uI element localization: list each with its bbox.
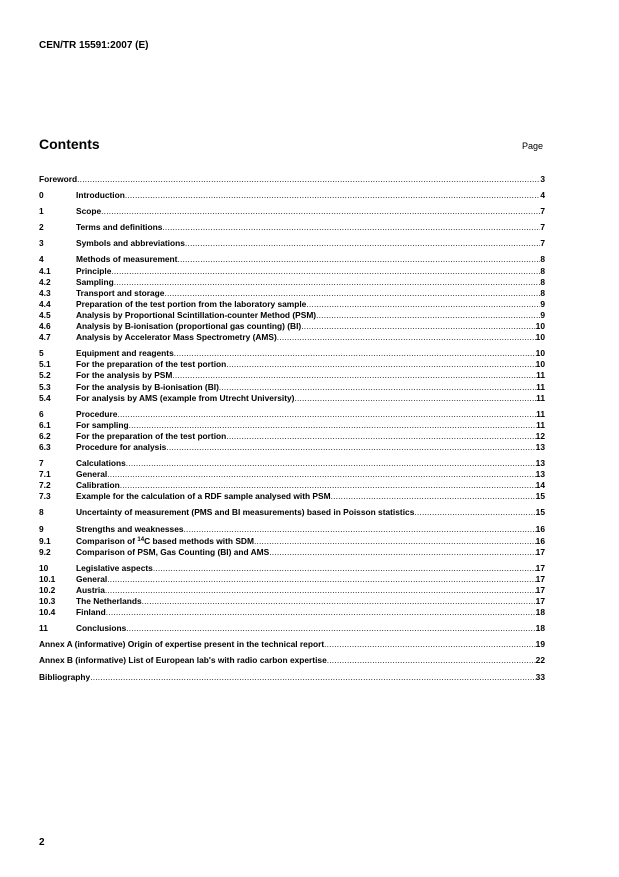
toc-entry-title: Finland [76, 607, 106, 618]
toc-entry-number: 5.1 [39, 359, 51, 370]
toc-entry-number: 5 [39, 348, 44, 359]
toc-entry[interactable] [39, 254, 545, 265]
toc-entry-page: 8 [540, 254, 545, 265]
toc-entry-title: Austria [76, 585, 105, 595]
toc-entry-number: 10.4 [39, 607, 56, 618]
toc-entry-title: Principle [76, 265, 112, 276]
toc-entry[interactable] [39, 655, 545, 666]
toc-entry-page: 11 [536, 392, 545, 403]
dot-leader [105, 585, 536, 596]
toc-entry-page: 10 [535, 348, 545, 359]
toc-entry-number: 7 [39, 458, 44, 469]
toc-entry[interactable] [39, 277, 545, 288]
toc-entry-page: 9 [540, 298, 545, 309]
toc-entry-page: 4 [540, 190, 545, 201]
toc-entry-number: 9 [39, 523, 44, 534]
toc-entry[interactable] [39, 299, 545, 310]
toc-entry-title: Preparation of the test portion from the laboratory sample [76, 298, 307, 309]
toc-entry[interactable] [39, 458, 545, 469]
toc-entry-number: 4.1 [39, 265, 51, 276]
dot-leader [316, 310, 540, 321]
page-number: 2 [39, 837, 45, 848]
toc-entry[interactable] [39, 547, 545, 558]
toc-entry-title: Comparison of $^{14}$C based methods with SDM [76, 535, 254, 546]
toc-entry-page: 7 [540, 206, 545, 217]
toc-entry[interactable] [39, 238, 545, 249]
toc-entry-number: 4.5 [39, 309, 51, 320]
dot-leader [106, 607, 536, 618]
dot-leader [269, 547, 535, 558]
dot-leader [331, 491, 536, 502]
dot-leader [129, 420, 537, 431]
toc-entry-page: 7 [540, 222, 545, 233]
toc-entry-title: For analysis by AMS (example from Utrecht University) [76, 392, 295, 403]
dot-leader [114, 277, 541, 288]
dot-leader [294, 393, 536, 404]
dot-leader [111, 266, 540, 277]
toc-entry-page: 18 [535, 623, 545, 634]
toc-entry[interactable] [39, 206, 545, 217]
toc-entry-page: 10 [535, 332, 545, 343]
toc-entry-number: 2 [39, 222, 44, 233]
toc-entry-title: Bibliography [39, 671, 91, 682]
toc-entry-page: 11 [536, 370, 545, 381]
table-of-contents [39, 174, 545, 683]
dot-leader [301, 321, 535, 332]
dot-leader [166, 442, 535, 453]
toc-entry[interactable] [39, 222, 545, 233]
toc-entry-page: 8 [540, 287, 545, 298]
toc-entry[interactable] [39, 672, 545, 683]
toc-entry[interactable] [39, 442, 545, 453]
toc-entry-title: Foreword [39, 174, 78, 184]
dot-leader [126, 623, 535, 634]
toc-entry-number: 6.2 [39, 430, 51, 441]
dot-leader [324, 639, 536, 650]
toc-entry[interactable] [39, 596, 545, 607]
toc-entry[interactable] [39, 524, 545, 535]
toc-entry[interactable] [39, 574, 545, 585]
toc-entry[interactable] [39, 491, 545, 502]
toc-entry-title: Analysis by Accelerator Mass Spectrometry (AMS) [76, 332, 277, 343]
toc-entry-number: 4.6 [39, 321, 51, 332]
toc-entry-page: 12 [535, 430, 545, 441]
toc-entry-page: 13 [535, 441, 545, 452]
dot-leader [142, 596, 536, 607]
toc-entry-page: 33 [535, 671, 545, 682]
toc-entry-page: 22 [535, 655, 545, 666]
toc-entry-page: 9 [540, 309, 545, 320]
toc-entry-title: General [76, 573, 108, 584]
toc-entry-title: For the analysis by B-ionisation (BI) [76, 381, 219, 392]
toc-entry-title: Calculations [76, 458, 126, 469]
toc-entry[interactable] [39, 639, 545, 650]
toc-entry[interactable] [39, 563, 545, 574]
toc-entry-title: Introduction [76, 190, 125, 201]
page-column-label: Page [522, 141, 544, 151]
dot-leader [254, 536, 536, 547]
toc-entry[interactable] [39, 585, 545, 596]
toc-entry-page: 13 [535, 458, 545, 469]
toc-entry[interactable] [39, 288, 545, 299]
toc-entry-title: Example for the calculation of a RDF sample analysed with PSM [76, 491, 331, 502]
contents-title: Contents [39, 136, 100, 152]
toc-entry-number: 4.4 [39, 298, 51, 309]
toc-entry[interactable] [39, 409, 545, 420]
toc-entry-title: Analysis by B-ionisation (proportional gas counting) (BI) [76, 321, 302, 332]
toc-entry-title: Strengths and weaknesses [76, 523, 184, 534]
toc-entry-page: 11 [536, 408, 545, 419]
toc-entry-title: Comparison of PSM, Gas Counting (BI) and AMS [76, 546, 270, 557]
toc-entry-number: 5.4 [39, 392, 51, 403]
toc-entry[interactable] [39, 321, 545, 332]
toc-entry-number: 10.1 [39, 573, 56, 584]
dot-leader [162, 222, 540, 233]
toc-entry-number: 4.3 [39, 287, 51, 298]
toc-entry-title: Equipment and reagents [76, 348, 174, 359]
toc-entry-page: 17 [535, 596, 545, 607]
toc-entry-page: 17 [535, 573, 545, 584]
toc-entry[interactable] [39, 310, 545, 321]
toc-entry-page: 15 [535, 491, 545, 502]
toc-entry-number: 5.3 [39, 381, 51, 392]
toc-entry-page: 18 [535, 607, 545, 618]
dot-leader [184, 524, 536, 535]
toc-entry-title: Methods of measurement [76, 254, 178, 265]
dot-leader [164, 288, 540, 299]
toc-entry-title: Terms and definitions [76, 222, 163, 233]
toc-entry-page: 15 [535, 507, 545, 518]
dot-leader [226, 431, 535, 442]
toc-entry-title: Analysis by Proportional Scintillation-counter Method (PSM) [76, 309, 317, 320]
toc-entry-title: Annex B (informative) List of European lab's with radio carbon expertise [39, 655, 327, 666]
toc-entry-page: 13 [535, 469, 545, 480]
toc-entry-page: 17 [535, 546, 545, 557]
toc-entry-title: Procedure for analysis [76, 441, 167, 452]
toc-entry-number: 7.1 [39, 469, 51, 480]
toc-entry-number: 4.2 [39, 276, 51, 287]
toc-entry-number: 10 [39, 562, 49, 573]
dot-leader [77, 174, 540, 185]
dot-leader [117, 409, 536, 420]
dot-leader [120, 480, 536, 491]
toc-entry-page: 16 [535, 535, 545, 546]
toc-entry-page: 10 [535, 359, 545, 370]
toc-entry-number: 6.3 [39, 441, 51, 452]
toc-entry-page: 8 [540, 265, 545, 276]
dot-leader [185, 238, 540, 249]
toc-entry[interactable] [39, 480, 545, 491]
dot-leader [101, 206, 540, 217]
toc-entry-title: For the preparation of the test portion [76, 359, 227, 370]
dot-leader [90, 672, 535, 683]
dot-leader [219, 382, 536, 393]
toc-entry-number: 11 [39, 623, 48, 634]
toc-entry-title: Legislative aspects [76, 562, 153, 573]
toc-entry[interactable] [39, 393, 545, 404]
toc-entry-title: Transport and storage [76, 287, 165, 298]
dot-leader [277, 332, 536, 343]
toc-entry[interactable] [39, 420, 545, 431]
toc-entry-number: 7.2 [39, 480, 51, 491]
toc-entry-number: 4.7 [39, 332, 51, 343]
dot-leader [306, 299, 540, 310]
toc-entry[interactable] [39, 266, 545, 277]
toc-entry[interactable] [39, 507, 545, 518]
toc-entry[interactable] [39, 431, 545, 442]
toc-entry[interactable] [39, 623, 545, 634]
toc-entry-page: 11 [536, 419, 545, 430]
toc-entry[interactable] [39, 370, 545, 381]
dot-leader [107, 469, 535, 480]
toc-entry-page: 10 [535, 321, 545, 332]
toc-entry[interactable] [39, 382, 545, 393]
document-id: CEN/TR 15591:2007 (E) [39, 40, 149, 51]
toc-entry-title: Annex A (informative) Origin of expertise present in the technical report [39, 639, 325, 650]
toc-entry-page: 7 [540, 238, 545, 249]
toc-entry-title: General [76, 469, 108, 480]
dot-leader [172, 370, 536, 381]
dot-leader [125, 190, 540, 201]
toc-entry-number: 6 [39, 408, 44, 419]
toc-entry-number: 9.1 [39, 535, 51, 546]
toc-entry[interactable] [39, 174, 545, 185]
toc-entry-number: 0 [39, 190, 44, 201]
toc-entry-page: 14 [535, 480, 545, 491]
toc-entry-page: 11 [536, 381, 545, 392]
toc-entry-title: Procedure [76, 408, 118, 419]
toc-entry-title: Symbols and abbreviations [76, 238, 185, 249]
toc-entry[interactable] [39, 535, 545, 547]
toc-entry-number: 8 [39, 507, 44, 518]
toc-entry-page: 3 [540, 174, 545, 184]
toc-entry-title: For the preparation of the test portion [76, 430, 227, 441]
toc-entry-number: 3 [39, 238, 44, 249]
toc-entry-page: 17 [535, 585, 545, 595]
toc-entry-page: 8 [540, 276, 545, 287]
toc-entry-number: 4 [39, 254, 44, 265]
toc-entry-title: Sampling [76, 276, 114, 287]
dot-leader [153, 563, 536, 574]
dot-leader [174, 348, 536, 359]
dot-leader [327, 655, 536, 666]
toc-entry-title: The Netherlands [76, 596, 142, 607]
toc-entry-number: 9.2 [39, 546, 51, 557]
toc-entry[interactable] [39, 469, 545, 480]
toc-entry-title: Conclusions [76, 623, 127, 634]
dot-leader [126, 458, 536, 469]
toc-entry-title: Uncertainty of measurement (PMS and BI measurements) based in Poisson statistics [76, 507, 415, 518]
toc-entry-page: 19 [535, 639, 545, 650]
toc-entry-page: 16 [535, 523, 545, 534]
toc-entry[interactable] [39, 332, 545, 343]
dot-leader [226, 359, 535, 370]
toc-entry-title: Scope [76, 206, 102, 217]
toc-entry-number: 10.3 [39, 596, 56, 607]
toc-entry[interactable] [39, 359, 545, 370]
toc-entry-page: 17 [535, 562, 545, 573]
toc-entry-number: 6.1 [39, 419, 51, 430]
toc-entry-number: 1 [39, 206, 44, 217]
toc-entry-title: Calibration [76, 480, 120, 491]
superscript: 14 [137, 536, 145, 543]
toc-entry-title: For sampling [76, 419, 129, 430]
dot-leader [107, 574, 535, 585]
dot-leader [414, 507, 535, 518]
toc-entry-title: For the analysis by PSM [76, 370, 173, 381]
toc-entry[interactable] [39, 190, 545, 201]
toc-entry-number: 7.3 [39, 491, 51, 502]
toc-entry-number: 10.2 [39, 585, 56, 595]
dot-leader [177, 254, 540, 265]
toc-entry[interactable] [39, 348, 545, 359]
toc-entry[interactable] [39, 607, 545, 618]
toc-entry-number: 5.2 [39, 370, 51, 381]
